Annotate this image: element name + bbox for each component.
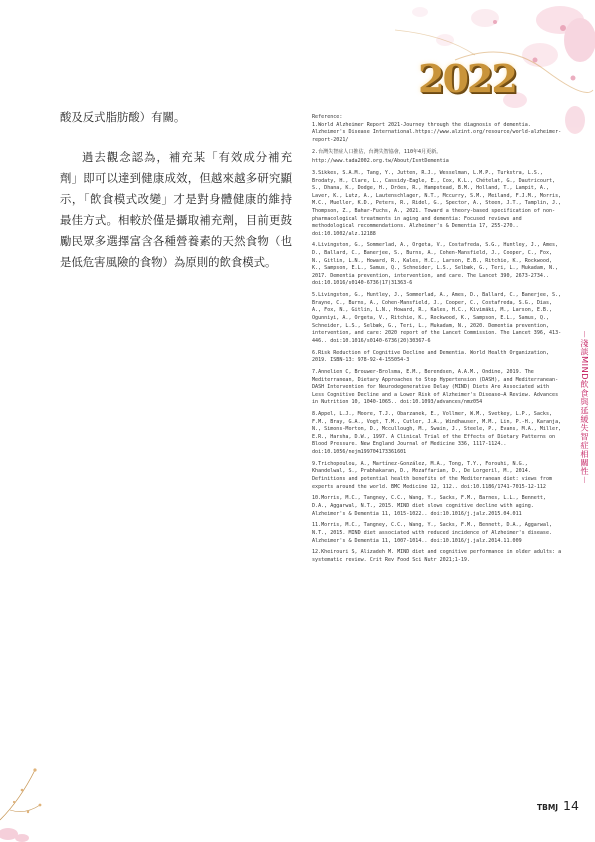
page-number: 14 [563, 798, 579, 813]
reference-item: 5.Livingston, G., Huntley, J., Sommerlad, A., Ames, D., Ballard, C., Banerjee, S., Brayne, C., Burns, A., Cohen-Mansfield, J., Cooper, C., Costafreda, S.G., Dias, A., Fox, N., Gitlin, L.N., Howard, R., Kales, H.C., Kivimäki, M., Larson, E.B., Ogunniyi, A., Orgeta, V., Ritchie, K., Rockwood, K., Sampson, E.L., Samus, Q., Schneider, L.S., Selbæk, G., Teri, L., Mukadam, N., 2020. Dementia prevention, intervention, and care: 2020 report of the Lancet Commission. The Lancet 396, 413-446.. doi:10.1016/s0140-6736(20)30367-6 [312, 292, 562, 344]
reference-item: http://www.tada2002.org.tw/About/IsntDementia [312, 158, 449, 165]
reference-heading: Reference: [312, 114, 343, 120]
reference-item: 11.Morris, M.C., Tangney, C.C., Wang, Y., Sacks, F.M., Bennett, D.A., Aggarwal, N.T., 2015. MIND diet associated with reduced incidence of Alzheimer's disease. Alzheimer's & Dementia 11, 1007-1014.. doi:10.1016/j.jalz.2014.11.009 [312, 522, 553, 544]
year-2022-badge [418, 50, 516, 102]
reference-item: 12.Kheirouri S, Alizadeh M. MIND diet and cognitive performance in older adults: a systematic review. Crit Rev Food Sci Nutr 2021;1-19. [312, 549, 562, 563]
reference-item: 3.Sikkes, S.A.M., Tang, Y., Jutten, R.J., Wesselman, L.M.P., Turkstra, L.S., Brodaty, H., Clare, L., Cassidy-Eagle, E., Cox, K.L., Chételat, G., Dautricourt, S., Dhana, K., Dodge, H., Dröes, R., Hampstead, B.M., Holland, T., Lampit, A., Laver, K., Lutz, A., Lautenschlager, N.T., Mccurry, S.M., Meiland, F.J.M., Morris, M.C., Mueller, K.D., Peters, R., Ridel, G., Spector, A., Steen, J.T., Tamplin, J., Thompson, Z., Bahar-Fuchs, A., 2021. Toward a theory-based specification of non-pharmacological treatments in aging and dementia: Focused reviews and methodological recommendations. Alzheimer's & Dementia 17, 255-270.. doi:10.1002/alz.12188 [312, 169, 562, 237]
reference-item: 4.Livingston, G., Sommerlad, A., Orgeta, V., Costafreda, S.G., Huntley, J., Ames, D., Ballard, C., Banerjee, S., Burns, A., Cohen-Mansfield, J., Cooper, C., Fox, N., Gitlin, L.N., Howard, R., Kales, H.C., Larson, E.B., Ritchie, K., Rockwood, K., Sampson, E.L., Samus, Q., Schneider, L.S., Selbæk, G., Teri, L., Mukadam, N., 2017. Dementia prevention, intervention, and care. The Lancet 390, 2673-2734.. doi:10.1016/s0140-6736(17)31363-6 [312, 242, 559, 287]
reference-item: 10.Morris, M.C., Tangney, C.C., Wang, Y., Sacks, F.M., Barnes, L.L., Bennett, D.A., Aggarwal, N.T., 2015. MIND diet slows cognitive decline with aging. Alzheimer's & Dementia 11, 1015-1022.. doi:10.1016/j.jalz.2015.04.011 [312, 495, 546, 517]
article-side-title: －淺談MIND飲食與延緩失智症相關性－ [580, 330, 590, 485]
flower-branch-decoration [0, 760, 60, 842]
reference-item: 2.台灣失智症人口推估，台灣失智協會，110年4月更新。 [312, 148, 442, 155]
reference-list [312, 114, 564, 569]
reference-item: 6.Risk Reduction of Cognitive Decline and Dementia. World Health Organization, 2019. ISBN-13: 978-92-4-155054-3 [312, 349, 550, 364]
body-text [60, 107, 292, 273]
reference-item: 1.World Alzheimer Report 2021-Journey through the diagnosis of dementia. Alzheimer's Disease International.https://www.alzint.org/resource/world-alzheimer-report-2021/ [312, 121, 562, 143]
reference-item: 8.Appel, L.J., Moore, T.J., Obarzanek, E., Vollmer, W.M., Svetkey, L.P., Sacks, F.M., Bray, G.A., Vogt, T.M., Cutler, J.A., Windhauser, M.M., Lin, P.-H., Karanja, N., Simons-Morton, D., Mccullough, M., Swain, J., Steele, P., Evans, M.A., Miller, E.R., Harsha, D.W., 1997. A Clinical Trial of the Effects of Dietary Patterns on Blood Pressure. New England Journal of Medicine 336, 1117-1124.. doi:10.1056/nejm199704173361601 [312, 411, 562, 456]
paragraph-2: 過去觀念認為，補充某「有效成分補充劑」即可以達到健康成效，但越來越多研究顯示，「飲食模式改變」才是對身體健康的維持最佳方式。相較於僅是攝取補充劑，目前更鼓勵民眾多選擇富含各種營養素的天然食物（也是低危害風險的食物）為原則的飲食模式。 [60, 150, 292, 269]
reference-item: 9.Trichopoulou, A., Martínez-González, M.A., Tong, T.Y., Forouhi, N.G., Khandelwal, S., Prabhakaran, D., Mozaffarian, D., De Lorgeril, M., 2014. Definitions and potential health benefits of the Mediterranean diet: views from experts around the world. BMC Medicine 12, 112.. doi:10.1186/1741-7015-12-112 [312, 460, 553, 490]
reference-item: 7.Annelien C, Brouwer-Brolsma, E.M., Berendsen, A.A.M., Ondine, 2019. The Mediterranean, Dietary Approaches to Stop Hypertension (DASH), and Mediterranean-DASH Intervention for Neurodegenerative Delay (MIND) Diets Are Associated with Less Cognitive Decline and a Lower Risk of Alzheimer's Disease—A Review. Advances in Nutrition 10, 1040-1065.. doi:10.1093/advances/nmz054 [312, 368, 559, 406]
year-text: 2022 [418, 56, 516, 101]
paragraph-1: 酸及反式脂肪酸）有關。 [60, 110, 186, 124]
journal-brand: TBMJ [537, 803, 559, 812]
